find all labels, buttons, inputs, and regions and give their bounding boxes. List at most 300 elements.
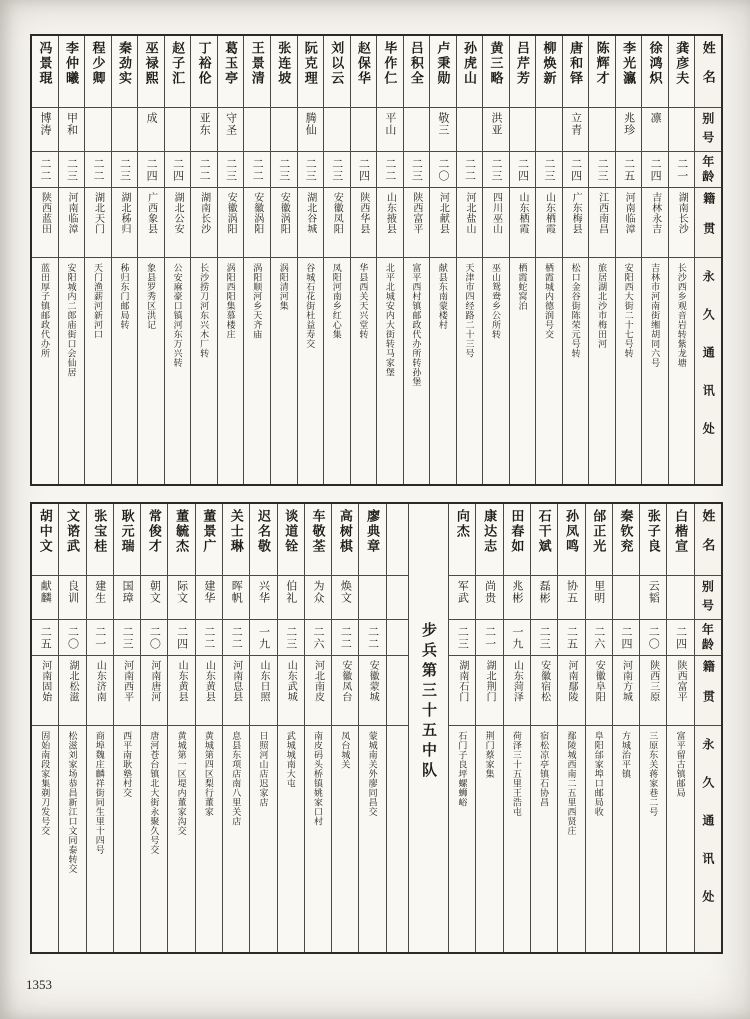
header-label-native-cell: [695, 188, 721, 258]
person-native-cell: [141, 656, 167, 726]
person-alias-cell: [586, 576, 612, 620]
person-address-cell: [305, 726, 331, 952]
person-name-text: 葛玉亭: [223, 41, 239, 86]
person-age-text: 二三: [538, 625, 551, 650]
person-name-text: 卢秉勋: [435, 41, 451, 86]
blank-cell: [387, 656, 408, 726]
person-address-text: 富平留古镇邮局: [675, 731, 686, 798]
person-address-cell: [669, 258, 695, 484]
person-native-text: 安徽蒙城: [367, 660, 379, 702]
person-address-cell: [32, 258, 58, 484]
person-name-text: 唐和铎: [568, 41, 584, 86]
person-age-cell: [613, 620, 639, 656]
person-name-text: 张子良: [645, 509, 661, 554]
person-name-cell: [59, 36, 85, 108]
person-address-cell: [196, 726, 222, 952]
person-name-cell: [589, 36, 615, 108]
person-native-text: 河南鄢陵: [565, 660, 577, 702]
person-native-text: 安徽凤台: [339, 660, 351, 702]
person-name-text: 文谘武: [65, 509, 80, 554]
person-alias-cell: [168, 576, 194, 620]
person-column: [350, 36, 377, 484]
person-native-cell: [223, 656, 249, 726]
person-native-cell: [59, 656, 85, 726]
person-name-cell: [669, 36, 695, 108]
person-name-text: 柳焕新: [541, 41, 557, 86]
person-name-text: 董景广: [201, 509, 217, 554]
person-alias-cell: [138, 108, 164, 152]
person-native-text: 河北献县: [437, 192, 449, 234]
person-age-text: 二三: [543, 157, 556, 182]
person-age-cell: [449, 620, 475, 656]
blank-cell: [387, 504, 408, 576]
person-age-text: 二二: [92, 157, 105, 182]
person-native-cell: [244, 188, 270, 258]
person-address-cell: [168, 726, 194, 952]
person-native-cell: [112, 188, 138, 258]
person-native-text: 广西象县: [145, 192, 157, 234]
person-name-text: 李仲曦: [63, 41, 79, 86]
person-column: [58, 36, 85, 484]
person-name-cell: [112, 36, 138, 108]
person-address-text: 凤阳河南乡红心集: [331, 263, 342, 339]
person-column: [113, 504, 140, 952]
person-name-cell: [359, 504, 385, 576]
person-age-text: 二一: [483, 625, 496, 650]
person-name-cell: [430, 36, 456, 108]
header-label-name-cell: [695, 36, 721, 108]
person-address-text: 旅居湖北沙市梅田河: [597, 263, 608, 349]
person-name-text: 常俊才: [146, 509, 162, 554]
person-native-text: 安徽宿松: [538, 660, 550, 702]
person-age-text: 二一: [675, 157, 688, 182]
header-label-address-cell: [695, 258, 721, 484]
person-name-cell: [196, 504, 222, 576]
header-label-name-text: 姓名: [700, 41, 716, 99]
person-name-cell: [616, 36, 642, 108]
header-label-address-cell: [695, 726, 721, 952]
person-address-cell: [87, 726, 113, 952]
person-age-cell: [359, 620, 385, 656]
person-name-cell: [191, 36, 217, 108]
person-native-cell: [640, 656, 666, 726]
person-name-text: 关士琳: [228, 509, 244, 554]
person-address-text: 象县罗秀区洪记: [146, 263, 157, 330]
person-age-text: 二三: [277, 157, 290, 182]
person-name-cell: [586, 504, 612, 576]
person-alias-cell: [59, 108, 85, 152]
person-address-text: 息县东项店南八里关店: [231, 731, 242, 826]
person-name-cell: [250, 504, 276, 576]
header-label-native-text: 籍贯: [701, 660, 716, 720]
blank-column: [386, 504, 408, 952]
person-alias-text: 晖帆: [230, 580, 243, 604]
person-column: [195, 504, 222, 952]
person-native-text: 山东菏泽: [511, 660, 523, 702]
person-address-text: 安阳西大街二十七号转: [623, 263, 634, 358]
person-name-cell: [271, 36, 297, 108]
person-alias-cell: [271, 108, 297, 152]
person-address-text: 鄢陵城西南二五里西贤庄: [566, 731, 577, 836]
person-column: [612, 504, 639, 952]
person-native-text: 湖北秭归: [119, 192, 131, 234]
person-native-cell: [87, 656, 113, 726]
person-name-cell: [324, 36, 350, 108]
person-name-cell: [32, 36, 58, 108]
person-column: [509, 36, 536, 484]
header-label-native-cell: [695, 656, 721, 726]
person-native-text: 河南唐河: [148, 660, 160, 702]
person-native-cell: [504, 656, 530, 726]
person-alias-cell: [640, 576, 666, 620]
person-native-cell: [430, 188, 456, 258]
person-alias-cell: [430, 108, 456, 152]
header-label-alias-text: 别号: [700, 112, 715, 150]
person-age-text: 二三: [596, 157, 609, 182]
person-address-text: 安阳城内二郎庙街口会仙居: [66, 263, 77, 377]
person-native-text: 河南固始: [39, 660, 51, 702]
person-native-cell: [613, 656, 639, 726]
person-column: [32, 504, 58, 952]
person-name-cell: [168, 504, 194, 576]
person-native-text: 河北盐山: [463, 192, 475, 234]
person-native-text: 河北南皮: [312, 660, 324, 702]
person-native-cell: [305, 656, 331, 726]
person-name-text: 田春如: [509, 509, 525, 554]
person-alias-text: 亚东: [198, 112, 211, 136]
person-address-text: 三原东关蒋家巷二号: [648, 731, 659, 817]
person-address-text: 石门子良坪螺蛳峪: [457, 731, 468, 807]
person-name-text: 谈道铨: [283, 509, 299, 554]
person-address-text: 黄城第四区梨行董家: [203, 731, 214, 817]
person-column: [448, 504, 475, 952]
person-alias-text: 献麟: [39, 580, 52, 604]
person-name-text: 吕积全: [408, 41, 424, 86]
person-age-cell: [32, 152, 58, 188]
person-native-text: 陕西蓝田: [39, 192, 51, 234]
person-address-text: 宿松凉亭镇石协昌: [539, 731, 550, 807]
person-name-text: 胡中文: [37, 509, 53, 554]
person-alias-cell: [114, 576, 140, 620]
person-address-text: 日照河山店迟家店: [258, 731, 269, 807]
person-address-text: 唐河苍台镇北大街永聚久号交: [149, 731, 160, 855]
person-alias-cell: [141, 576, 167, 620]
person-alias-cell: [87, 576, 113, 620]
person-age-cell: [114, 620, 140, 656]
person-address-text: 富平西村镇邮政代办所转孙堡: [411, 263, 422, 387]
person-alias-text: 兆彬: [510, 580, 523, 604]
person-column: [358, 504, 385, 952]
person-address-text: 吉林市河南街缃胡同六号: [650, 263, 661, 368]
person-address-cell: [457, 258, 483, 484]
person-age-text: 二〇: [436, 157, 449, 182]
person-alias-cell: [667, 576, 693, 620]
person-alias-text: 守圣: [224, 112, 237, 136]
person-native-cell: [510, 188, 536, 258]
person-name-cell: [298, 36, 324, 108]
person-address-cell: [138, 258, 164, 484]
person-age-cell: [504, 620, 530, 656]
person-address-cell: [449, 726, 475, 952]
person-name-cell: [141, 504, 167, 576]
person-column: [475, 504, 502, 952]
person-address-cell: [141, 726, 167, 952]
person-native-text: 湖南长沙: [676, 192, 688, 234]
person-native-cell: [196, 656, 222, 726]
person-address-text: 涡阳清河集: [278, 263, 289, 311]
person-age-text: 二四: [516, 157, 529, 182]
person-column: [86, 504, 113, 952]
person-address-text: 凤台城关: [340, 731, 351, 769]
person-name-cell: [536, 36, 562, 108]
person-name-cell: [404, 36, 430, 108]
person-native-text: 湖北公安: [172, 192, 184, 234]
person-age-cell: [165, 152, 191, 188]
person-age-text: 二二: [339, 625, 352, 650]
person-age-text: 二〇: [148, 625, 161, 650]
person-age-text: 二三: [489, 157, 502, 182]
person-age-text: 二六: [592, 625, 605, 650]
person-name-cell: [32, 504, 58, 576]
person-native-text: 河南西平: [121, 660, 133, 702]
person-native-text: 湖北天门: [92, 192, 104, 234]
person-native-cell: [114, 656, 140, 726]
header-label-alias-cell: [695, 108, 721, 152]
section-divider-label: 步兵第三十五中队: [419, 622, 436, 782]
person-alias-text: 朝文: [148, 580, 161, 604]
person-name-cell: [223, 504, 249, 576]
person-address-cell: [191, 258, 217, 484]
person-age-cell: [138, 152, 164, 188]
person-address-cell: [218, 258, 244, 484]
person-native-text: 山东黄县: [203, 660, 215, 702]
person-name-text: 陈辉才: [594, 41, 610, 86]
person-age-cell: [430, 152, 456, 188]
person-address-text: 栖霞城内德润号交: [544, 263, 555, 339]
person-address-cell: [476, 726, 502, 952]
person-alias-text: 良训: [66, 580, 79, 604]
person-age-cell: [59, 152, 85, 188]
person-native-cell: [616, 188, 642, 258]
person-age-cell: [640, 620, 666, 656]
person-name-cell: [558, 504, 584, 576]
header-label-name-cell: [695, 504, 721, 576]
person-age-text: 二二: [366, 625, 379, 650]
person-column: [84, 36, 111, 484]
person-alias-cell: [250, 576, 276, 620]
person-native-cell: [586, 656, 612, 726]
person-age-text: 二五: [622, 157, 635, 182]
person-column: [222, 504, 249, 952]
person-name-cell: [332, 504, 358, 576]
person-alias-text: 腾仙: [304, 112, 317, 136]
person-address-cell: [586, 726, 612, 952]
person-column: [32, 36, 58, 484]
person-column: [585, 504, 612, 952]
person-name-text: 张宝桂: [92, 509, 108, 554]
person-address-text: 涡阳顺河乡天齐庙: [252, 263, 263, 339]
person-column: [639, 504, 666, 952]
person-age-cell: [218, 152, 244, 188]
person-age-cell: [324, 152, 350, 188]
person-native-cell: [271, 188, 297, 258]
person-column: [167, 504, 194, 952]
person-age-text: 一九: [510, 625, 523, 650]
person-address-text: 献县东南蒙楼村: [437, 263, 448, 330]
person-native-text: 安徽凤阳: [331, 192, 343, 234]
column-headers: [694, 504, 721, 952]
person-address-cell: [59, 258, 85, 484]
person-name-cell: [305, 504, 331, 576]
person-alias-text: 凛: [649, 112, 662, 124]
person-name-cell: [165, 36, 191, 108]
person-column: [277, 504, 304, 952]
blank-cell: [387, 726, 408, 952]
person-address-text: 长沙捞刀河东兴木厂转: [199, 263, 210, 358]
person-name-text: 孙凤鸣: [563, 509, 579, 554]
person-native-text: 河南临漳: [65, 192, 77, 234]
person-native-cell: [191, 188, 217, 258]
person-alias-cell: [298, 108, 324, 152]
person-address-text: 荆门蔡家集: [484, 731, 495, 779]
person-address-cell: [359, 726, 385, 952]
person-address-cell: [250, 726, 276, 952]
person-alias-cell: [32, 108, 58, 152]
person-name-text: 丁裕伦: [196, 41, 212, 86]
person-address-cell: [278, 726, 304, 952]
person-column: [403, 36, 430, 484]
person-age-text: 二二: [463, 157, 476, 182]
header-label-age-cell: [695, 620, 721, 656]
person-native-text: 陕西富平: [675, 660, 687, 702]
person-alias-text: 博涛: [38, 112, 51, 136]
person-age-text: 二四: [569, 157, 582, 182]
person-column: [304, 504, 331, 952]
page-number: 1353: [26, 977, 52, 992]
person-native-text: 湖南长沙: [198, 192, 210, 234]
person-address-text: 阜阳邰家埠口邮局收: [593, 731, 604, 817]
person-address-cell: [271, 258, 297, 484]
person-age-text: 二三: [410, 157, 423, 182]
person-alias-cell: [32, 576, 58, 620]
person-age-cell: [536, 152, 562, 188]
person-native-cell: [377, 188, 403, 258]
person-age-text: 二二: [38, 157, 51, 182]
person-address-cell: [324, 258, 350, 484]
person-native-cell: [476, 656, 502, 726]
person-name-text: 黄三略: [488, 41, 504, 86]
person-native-cell: [642, 188, 668, 258]
person-native-text: 河南息县: [230, 660, 242, 702]
person-age-cell: [351, 152, 377, 188]
person-name-cell: [642, 36, 668, 108]
person-column: [190, 36, 217, 484]
person-name-text: 秦劲实: [117, 41, 133, 86]
person-native-cell: [404, 188, 430, 258]
person-alias-cell: [112, 108, 138, 152]
person-native-cell: [483, 188, 509, 258]
person-native-text: 山东栖霞: [517, 192, 529, 234]
person-address-cell: [59, 726, 85, 952]
person-age-cell: [642, 152, 668, 188]
person-name-cell: [59, 504, 85, 576]
person-native-text: 山东黄县: [176, 660, 188, 702]
person-name-text: 龚彦夫: [674, 41, 690, 86]
person-age-cell: [531, 620, 557, 656]
person-address-text: 蓝田厚子镇邮政代办所: [39, 263, 50, 358]
person-age-text: 二三: [330, 157, 343, 182]
person-native-text: 山东日照: [257, 660, 269, 702]
header-label-address-text: 永久通讯处: [701, 270, 716, 460]
person-age-cell: [87, 620, 113, 656]
person-address-text: 荷泽三十五里王浩屯: [511, 731, 522, 817]
person-name-cell: [531, 504, 557, 576]
person-alias-text: 甲和: [65, 112, 78, 136]
person-name-text: 李光瀛: [621, 41, 637, 86]
person-address-text: 商埠魏庄麟祥街同生里十四号: [94, 731, 105, 855]
person-column: [140, 504, 167, 952]
column-headers: [694, 36, 721, 484]
person-native-cell: [168, 656, 194, 726]
person-column: [503, 504, 530, 952]
person-age-text: 二二: [230, 625, 243, 650]
blank-cell: [387, 576, 408, 620]
person-alias-text: 国璋: [121, 580, 134, 604]
person-age-cell: [332, 620, 358, 656]
person-alias-text: 里明: [592, 580, 605, 604]
person-native-text: 陕西三原: [647, 660, 659, 702]
person-alias-cell: [613, 576, 639, 620]
person-name-cell: [457, 36, 483, 108]
person-alias-text: 伯礼: [284, 580, 297, 604]
person-name-text: 向杰: [454, 509, 470, 539]
person-age-cell: [278, 620, 304, 656]
person-alias-cell: [449, 576, 475, 620]
person-native-cell: [332, 656, 358, 726]
person-native-cell: [669, 188, 695, 258]
person-address-cell: [510, 258, 536, 484]
person-column: [270, 36, 297, 484]
person-alias-text: 为众: [312, 580, 325, 604]
person-native-text: 湖南石门: [456, 660, 468, 702]
person-alias-cell: [536, 108, 562, 152]
person-age-text: 二三: [456, 625, 469, 650]
person-alias-text: 洪亚: [489, 112, 502, 136]
person-native-cell: [218, 188, 244, 258]
person-native-cell: [32, 656, 58, 726]
person-name-text: 赵子汇: [170, 41, 186, 86]
person-name-cell: [244, 36, 270, 108]
person-alias-text: 平山: [383, 112, 396, 136]
person-name-cell: [563, 36, 589, 108]
person-name-text: 程少卿: [90, 41, 106, 86]
person-alias-cell: [476, 576, 502, 620]
person-address-cell: [244, 258, 270, 484]
person-address-text: 涡阳西阳集慕楼庄: [225, 263, 236, 339]
person-alias-cell: [377, 108, 403, 152]
person-name-text: 邰正光: [591, 509, 607, 554]
person-native-text: 山东栖霞: [543, 192, 555, 234]
person-name-cell: [504, 504, 530, 576]
person-age-text: 二四: [674, 625, 687, 650]
person-age-cell: [112, 152, 138, 188]
person-address-cell: [483, 258, 509, 484]
person-age-cell: [457, 152, 483, 188]
person-address-cell: [351, 258, 377, 484]
person-age-cell: [667, 620, 693, 656]
person-name-text: 徐鸿炽: [647, 41, 663, 86]
person-name-text: 赵保华: [355, 41, 371, 86]
